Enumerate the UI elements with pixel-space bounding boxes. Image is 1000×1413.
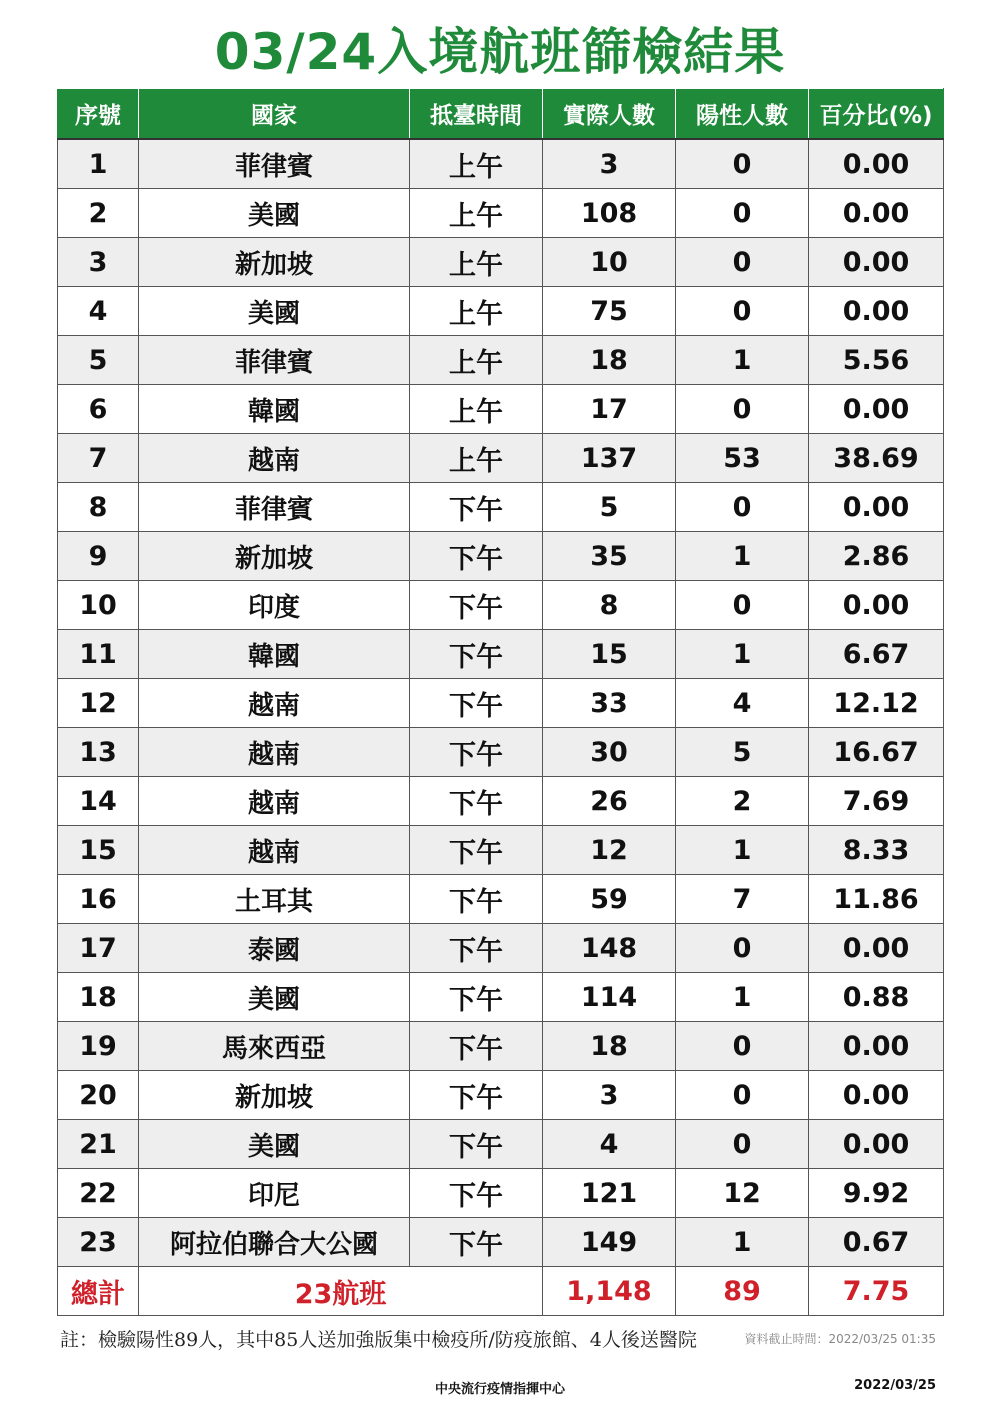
cell-actual-count: 114 — [543, 973, 676, 1022]
cell-arrival-time: 下午 — [410, 630, 543, 679]
cell-positive-count: 1 — [676, 1218, 809, 1267]
cell-serial: 19 — [58, 1022, 139, 1071]
cell-country: 越南 — [139, 826, 410, 875]
cell-arrival-time: 下午 — [410, 679, 543, 728]
table-row — [58, 336, 944, 385]
cell-positive-count: 0 — [676, 1120, 809, 1169]
table-row — [58, 1071, 944, 1120]
cell-percent: 0.00 — [809, 581, 944, 630]
cell-actual-count: 12 — [543, 826, 676, 875]
cell-positive-count: 1 — [676, 973, 809, 1022]
footnote: 註：檢驗陽性89人，其中85人送加強版集中檢疫所/防疫旅館、4人後送醫院 — [60, 1329, 697, 1351]
cell-percent: 0.00 — [809, 287, 944, 336]
cell-arrival-time: 上午 — [410, 385, 543, 434]
table-row — [58, 924, 944, 973]
header-actual-count: 實際人數 — [543, 89, 676, 140]
cell-country: 美國 — [139, 189, 410, 238]
cell-serial: 18 — [58, 973, 139, 1022]
table-row — [58, 1169, 944, 1218]
cell-serial: 11 — [58, 630, 139, 679]
cell-arrival-time: 下午 — [410, 1071, 543, 1120]
table-row — [58, 385, 944, 434]
header-positive-count: 陽性人數 — [676, 89, 809, 140]
cell-serial: 22 — [58, 1169, 139, 1218]
screening-results-table — [57, 88, 944, 1316]
cell-positive-count: 1 — [676, 532, 809, 581]
cell-percent: 0.00 — [809, 238, 944, 287]
cell-country: 韓國 — [139, 630, 410, 679]
cell-arrival-time: 下午 — [410, 1169, 543, 1218]
cell-country: 越南 — [139, 728, 410, 777]
cell-positive-count: 4 — [676, 679, 809, 728]
header-percent: 百分比(%) — [809, 89, 944, 140]
cell-actual-count: 149 — [543, 1218, 676, 1267]
cell-arrival-time: 下午 — [410, 924, 543, 973]
table-row — [58, 777, 944, 826]
cell-arrival-time: 下午 — [410, 826, 543, 875]
cell-positive-count: 1 — [676, 630, 809, 679]
total-label: 總計 — [58, 1267, 139, 1316]
table-row — [58, 1120, 944, 1169]
page-title: 03/24入境航班篩檢結果 — [214, 23, 786, 81]
cell-arrival-time: 上午 — [410, 287, 543, 336]
cell-serial: 16 — [58, 875, 139, 924]
header-country: 國家 — [139, 89, 410, 140]
table-row — [58, 581, 944, 630]
table-header-row — [58, 89, 944, 140]
cell-country: 印尼 — [139, 1169, 410, 1218]
cell-serial: 1 — [58, 139, 139, 189]
table-row — [58, 238, 944, 287]
cell-percent: 0.00 — [809, 1022, 944, 1071]
cell-country: 美國 — [139, 973, 410, 1022]
footer-date: 2022/03/25 — [854, 1378, 936, 1393]
table-row — [58, 679, 944, 728]
cell-arrival-time: 上午 — [410, 434, 543, 483]
cell-serial: 17 — [58, 924, 139, 973]
cell-actual-count: 3 — [543, 1071, 676, 1120]
cell-arrival-time: 上午 — [410, 238, 543, 287]
cell-actual-count: 108 — [543, 189, 676, 238]
cell-positive-count: 53 — [676, 434, 809, 483]
cell-country: 美國 — [139, 1120, 410, 1169]
cell-actual-count: 121 — [543, 1169, 676, 1218]
table-row — [58, 532, 944, 581]
cell-arrival-time: 下午 — [410, 777, 543, 826]
cell-percent: 0.00 — [809, 1120, 944, 1169]
table-row — [58, 973, 944, 1022]
cell-country: 馬來西亞 — [139, 1022, 410, 1071]
cell-percent: 0.00 — [809, 139, 944, 189]
cell-serial: 7 — [58, 434, 139, 483]
cell-arrival-time: 下午 — [410, 973, 543, 1022]
cell-actual-count: 137 — [543, 434, 676, 483]
header-arrival-time: 抵臺時間 — [410, 89, 543, 140]
cell-serial: 5 — [58, 336, 139, 385]
cell-positive-count: 0 — [676, 1022, 809, 1071]
cell-percent: 0.00 — [809, 924, 944, 973]
cell-serial: 13 — [58, 728, 139, 777]
cell-country: 越南 — [139, 777, 410, 826]
cell-actual-count: 8 — [543, 581, 676, 630]
footer-organization: 中央流行疫情指揮中心 — [434, 1382, 565, 1397]
header-serial: 序號 — [58, 89, 139, 140]
cell-percent: 16.67 — [809, 728, 944, 777]
cell-actual-count: 30 — [543, 728, 676, 777]
cell-percent: 2.86 — [809, 532, 944, 581]
cell-arrival-time: 下午 — [410, 532, 543, 581]
cell-country: 土耳其 — [139, 875, 410, 924]
cell-percent: 0.00 — [809, 189, 944, 238]
cell-serial: 2 — [58, 189, 139, 238]
table-row — [58, 630, 944, 679]
table-row — [58, 189, 944, 238]
cell-country: 韓國 — [139, 385, 410, 434]
cell-percent: 12.12 — [809, 679, 944, 728]
table-row — [58, 434, 944, 483]
cell-positive-count: 0 — [676, 139, 809, 189]
cell-positive-count: 0 — [676, 924, 809, 973]
table-row — [58, 728, 944, 777]
cell-serial: 6 — [58, 385, 139, 434]
cell-arrival-time: 上午 — [410, 336, 543, 385]
cell-country: 菲律賓 — [139, 483, 410, 532]
table-row — [58, 483, 944, 532]
cell-arrival-time: 上午 — [410, 189, 543, 238]
cell-actual-count: 5 — [543, 483, 676, 532]
cell-serial: 9 — [58, 532, 139, 581]
cell-positive-count: 0 — [676, 238, 809, 287]
cell-percent: 6.67 — [809, 630, 944, 679]
cell-positive-count: 1 — [676, 826, 809, 875]
cell-actual-count: 26 — [543, 777, 676, 826]
cell-serial: 10 — [58, 581, 139, 630]
total-row — [58, 1267, 944, 1316]
cell-actual-count: 59 — [543, 875, 676, 924]
cell-percent: 11.86 — [809, 875, 944, 924]
cell-positive-count: 12 — [676, 1169, 809, 1218]
cell-serial: 21 — [58, 1120, 139, 1169]
cell-country: 泰國 — [139, 924, 410, 973]
total-flights: 23航班 — [139, 1267, 543, 1316]
total-percent: 7.75 — [809, 1267, 944, 1316]
table-row — [58, 1022, 944, 1071]
cell-actual-count: 4 — [543, 1120, 676, 1169]
cell-serial: 15 — [58, 826, 139, 875]
cell-arrival-time: 下午 — [410, 1120, 543, 1169]
total-positive: 89 — [676, 1267, 809, 1316]
cell-positive-count: 0 — [676, 189, 809, 238]
cell-positive-count: 7 — [676, 875, 809, 924]
cell-arrival-time: 下午 — [410, 875, 543, 924]
table-row — [58, 287, 944, 336]
cell-arrival-time: 下午 — [410, 1218, 543, 1267]
cell-arrival-time: 下午 — [410, 1022, 543, 1071]
cell-percent: 38.69 — [809, 434, 944, 483]
table-row — [58, 139, 944, 189]
total-actual: 1,148 — [543, 1267, 676, 1316]
cell-positive-count: 0 — [676, 1071, 809, 1120]
cell-actual-count: 15 — [543, 630, 676, 679]
cell-serial: 12 — [58, 679, 139, 728]
table-row — [58, 875, 944, 924]
cell-positive-count: 5 — [676, 728, 809, 777]
cell-arrival-time: 下午 — [410, 483, 543, 532]
cell-actual-count: 33 — [543, 679, 676, 728]
cell-percent: 0.00 — [809, 1071, 944, 1120]
cell-actual-count: 35 — [543, 532, 676, 581]
cell-arrival-time: 下午 — [410, 728, 543, 777]
cell-country: 菲律賓 — [139, 139, 410, 189]
cell-country: 越南 — [139, 679, 410, 728]
cell-percent: 5.56 — [809, 336, 944, 385]
cell-actual-count: 18 — [543, 336, 676, 385]
cell-positive-count: 1 — [676, 336, 809, 385]
table-row — [58, 1218, 944, 1267]
cell-country: 美國 — [139, 287, 410, 336]
cell-country: 阿拉伯聯合大公國 — [139, 1218, 410, 1267]
cell-serial: 14 — [58, 777, 139, 826]
cell-actual-count: 10 — [543, 238, 676, 287]
cell-percent: 0.00 — [809, 483, 944, 532]
cell-percent: 8.33 — [809, 826, 944, 875]
cell-country: 越南 — [139, 434, 410, 483]
cell-percent: 0.88 — [809, 973, 944, 1022]
cell-percent: 0.67 — [809, 1218, 944, 1267]
cell-arrival-time: 上午 — [410, 139, 543, 189]
cell-actual-count: 18 — [543, 1022, 676, 1071]
cell-percent: 7.69 — [809, 777, 944, 826]
cell-serial: 23 — [58, 1218, 139, 1267]
cell-percent: 9.92 — [809, 1169, 944, 1218]
cell-actual-count: 17 — [543, 385, 676, 434]
cell-country: 印度 — [139, 581, 410, 630]
cell-positive-count: 0 — [676, 287, 809, 336]
cell-positive-count: 2 — [676, 777, 809, 826]
cell-arrival-time: 下午 — [410, 581, 543, 630]
cell-actual-count: 3 — [543, 139, 676, 189]
table-body — [58, 139, 944, 1267]
cell-actual-count: 148 — [543, 924, 676, 973]
cell-country: 新加坡 — [139, 532, 410, 581]
data-cutoff-time: 資料截止時間：2022/03/25 01:35 — [744, 1332, 936, 1346]
cell-serial: 8 — [58, 483, 139, 532]
cell-country: 新加坡 — [139, 1071, 410, 1120]
cell-positive-count: 0 — [676, 483, 809, 532]
cell-serial: 4 — [58, 287, 139, 336]
cell-country: 新加坡 — [139, 238, 410, 287]
cell-positive-count: 0 — [676, 581, 809, 630]
cell-country: 菲律賓 — [139, 336, 410, 385]
cell-serial: 20 — [58, 1071, 139, 1120]
cell-percent: 0.00 — [809, 385, 944, 434]
table-row — [58, 826, 944, 875]
cell-positive-count: 0 — [676, 385, 809, 434]
cell-serial: 3 — [58, 238, 139, 287]
cell-actual-count: 75 — [543, 287, 676, 336]
